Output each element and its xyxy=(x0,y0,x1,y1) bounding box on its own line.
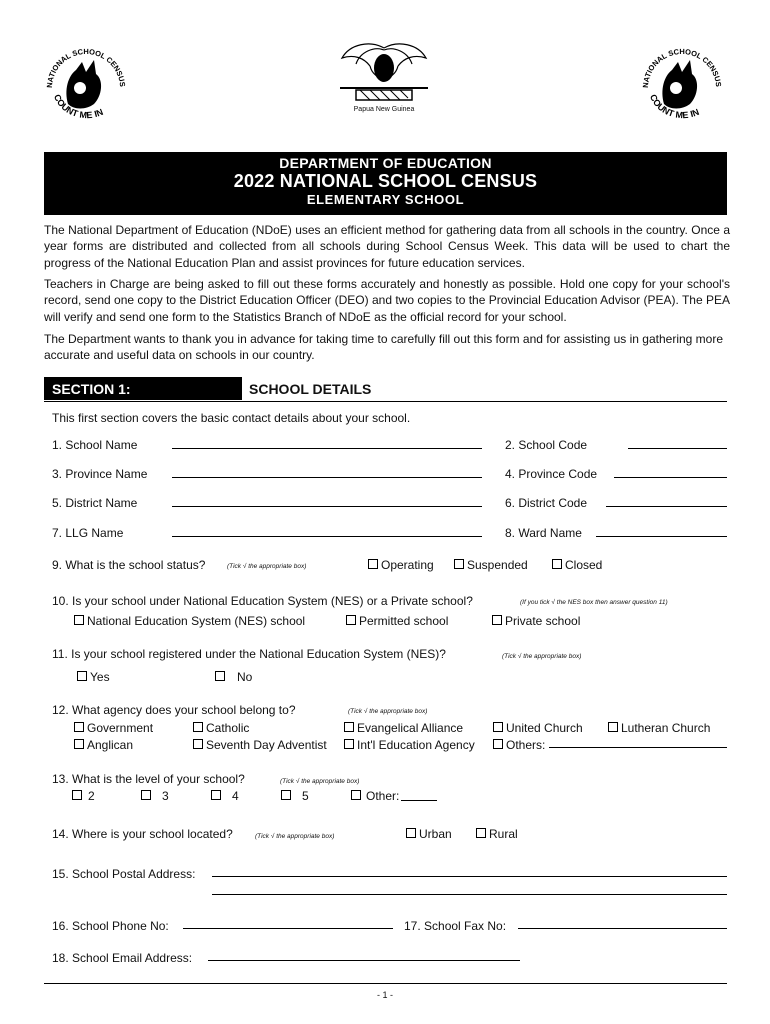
checkbox[interactable] xyxy=(193,722,203,732)
checkbox[interactable] xyxy=(368,559,378,569)
section-title: SCHOOL DETAILS xyxy=(249,381,372,397)
section-label-box xyxy=(44,377,242,400)
q10-hint: (If you tick √ the NES box then answer question 11) xyxy=(520,599,668,606)
province-name-label: 3. Province Name xyxy=(52,467,148,481)
llg-name-label: 7. LLG Name xyxy=(52,526,124,540)
district-name-label: 5. District Name xyxy=(52,496,138,510)
checkbox[interactable] xyxy=(141,790,151,800)
q16-label: 16. School Phone No: xyxy=(52,919,169,933)
school-name-field[interactable] xyxy=(172,448,482,449)
png-crest xyxy=(330,38,438,122)
checkbox[interactable] xyxy=(476,828,486,838)
q17-label: 17. School Fax No: xyxy=(404,919,507,933)
school-code-field[interactable] xyxy=(628,448,727,449)
census-logo-top-text: NATIONAL SCHOOL CENSUS xyxy=(44,47,128,89)
census-title: 2022 NATIONAL SCHOOL CENSUS xyxy=(233,171,538,191)
q12-option-anglican[interactable]: Anglican xyxy=(74,738,133,752)
school-type-title: ELEMENTARY SCHOOL xyxy=(306,192,465,207)
checkbox[interactable] xyxy=(215,671,225,681)
page-number: - 1 - xyxy=(376,990,393,1000)
q13-option-5[interactable]: 5 xyxy=(281,789,309,803)
q13-label: 13. What is the level of your school? xyxy=(52,772,245,786)
q12-option-united-church[interactable]: United Church xyxy=(493,721,583,735)
province-code-label: 4. Province Code xyxy=(505,467,598,481)
province-code-field[interactable] xyxy=(614,477,727,478)
phone-field[interactable] xyxy=(183,928,393,929)
school-name-label: 1. School Name xyxy=(52,438,138,452)
checkbox[interactable] xyxy=(74,722,84,732)
census-logo-top-text: NATIONAL SCHOOL CENSUS xyxy=(640,47,724,89)
checkbox[interactable] xyxy=(77,671,87,681)
q13-option-4[interactable]: 4 xyxy=(211,789,239,803)
footer-divider xyxy=(44,983,727,984)
checkbox[interactable] xyxy=(281,790,291,800)
q11-hint: (Tick √ the appropriate box) xyxy=(502,653,582,660)
checkbox[interactable] xyxy=(493,739,503,749)
q12-option-government[interactable]: Government xyxy=(74,721,153,735)
q12-option-lutheran[interactable]: Lutheran Church xyxy=(608,721,710,735)
checkbox[interactable] xyxy=(344,739,354,749)
checkbox[interactable] xyxy=(346,615,356,625)
checkbox[interactable] xyxy=(492,615,502,625)
email-field[interactable] xyxy=(208,960,520,961)
q9-option-operating[interactable]: Operating xyxy=(368,558,434,572)
section-intro: This first section covers the basic contact details about your school. xyxy=(52,411,411,425)
checkbox[interactable] xyxy=(344,722,354,732)
q12-option-others[interactable]: Others: xyxy=(493,738,545,752)
q12-option-catholic[interactable]: Catholic xyxy=(193,721,249,735)
checkbox[interactable] xyxy=(74,615,84,625)
census-logo-right xyxy=(634,38,730,128)
q9-label: 9. What is the school status? xyxy=(52,558,206,572)
census-logo-bottom-text: COUNT ME IN xyxy=(647,92,701,121)
census-logo-left xyxy=(38,38,134,128)
q13-hint: (Tick √ the appropriate box) xyxy=(280,778,360,785)
checkbox[interactable] xyxy=(406,828,416,838)
q14-label: 14. Where is your school located? xyxy=(52,827,233,841)
intro-paragraph-2: Teachers in Charge are being asked to fill out these forms accurately and honestly as possible. Hold one copy for your school's record, send one copy to the District Education Officer (DEO) and two copies to the Provincial Education Advisor (PEA). The PEA will verify and send one form to the Statistics Branch of NDoE as the official record for your school. xyxy=(44,277,730,324)
q18-label: 18. School Email Address: xyxy=(52,951,193,965)
district-code-label: 6. District Code xyxy=(505,496,588,510)
q12-hint: (Tick √ the appropriate box) xyxy=(348,708,428,715)
q12-option-sda[interactable]: Seventh Day Adventist xyxy=(193,738,327,752)
q10-option-private[interactable]: Private school xyxy=(492,614,580,628)
checkbox[interactable] xyxy=(72,790,82,800)
llg-name-field[interactable] xyxy=(172,536,482,537)
province-name-field[interactable] xyxy=(172,477,482,478)
checkbox[interactable] xyxy=(193,739,203,749)
postal-address-field-1[interactable] xyxy=(212,876,727,877)
q14-hint: (Tick √ the appropriate box) xyxy=(255,833,335,840)
q12-others-field[interactable] xyxy=(549,747,727,748)
q10-option-permitted[interactable]: Permitted school xyxy=(346,614,448,628)
q15-label: 15. School Postal Address: xyxy=(52,867,196,881)
q9-option-suspended[interactable]: Suspended xyxy=(454,558,528,572)
intro-paragraph-1: The National Department of Education (NDoE) uses an efficient method for gathering data from all schools in the country. Once a year forms are distributed and collected from all schools during School Census Week. This data will be used to chart the progress of the National Education Plan and assist provinces for future education services. xyxy=(44,223,730,270)
fax-field[interactable] xyxy=(518,928,727,929)
q11-label: 11. Is your school registered under the National Education System (NES)? xyxy=(52,647,446,661)
intro-paragraph-3: The Department wants to thank you in advance for taking time to carefully fill out this form and for assisting us in gathering more accurate and useful data on schools in our country. xyxy=(44,332,724,363)
census-logo-bottom-text: COUNT ME IN xyxy=(51,92,105,121)
checkbox[interactable] xyxy=(74,739,84,749)
checkbox[interactable] xyxy=(351,790,361,800)
district-code-field[interactable] xyxy=(606,506,727,507)
ward-name-label: 8. Ward Name xyxy=(505,526,582,540)
q13-other-field[interactable] xyxy=(401,800,437,801)
q12-label: 12. What agency does your school belong to? xyxy=(52,703,296,717)
q9-option-closed[interactable]: Closed xyxy=(552,558,602,572)
q13-option-other[interactable]: Other: xyxy=(351,789,399,803)
q11-option-no[interactable]: No xyxy=(215,670,252,684)
checkbox[interactable] xyxy=(211,790,221,800)
school-code-label: 2. School Code xyxy=(505,438,588,452)
checkbox[interactable] xyxy=(454,559,464,569)
q14-option-urban[interactable]: Urban xyxy=(406,827,452,841)
title-banner xyxy=(44,152,727,215)
q11-option-yes[interactable]: Yes xyxy=(77,670,110,684)
section-label: SECTION 1: xyxy=(52,381,131,397)
q10-label: 10. Is your school under National Education System (NES) or a Private school? xyxy=(52,594,473,608)
checkbox[interactable] xyxy=(552,559,562,569)
q13-option-3[interactable]: 3 xyxy=(141,789,169,803)
q14-option-rural[interactable]: Rural xyxy=(476,827,518,841)
district-name-field[interactable] xyxy=(172,506,482,507)
q12-option-intl-education[interactable]: Int'l Education Agency xyxy=(344,738,475,752)
ward-name-field[interactable] xyxy=(596,536,727,537)
q10-option-nes[interactable]: National Education System (NES) school xyxy=(74,614,305,628)
checkbox[interactable] xyxy=(608,722,618,732)
crest-caption: Papua New Guinea xyxy=(353,106,415,113)
q9-hint: (Tick √ the appropriate box) xyxy=(227,563,307,570)
checkbox[interactable] xyxy=(493,722,503,732)
q12-option-evangelical[interactable]: Evangelical Alliance xyxy=(344,721,463,735)
q13-option-2[interactable]: 2 xyxy=(72,789,95,803)
section-divider xyxy=(44,401,727,402)
postal-address-field-2[interactable] xyxy=(212,894,727,895)
department-title: DEPARTMENT OF EDUCATION xyxy=(279,155,492,171)
